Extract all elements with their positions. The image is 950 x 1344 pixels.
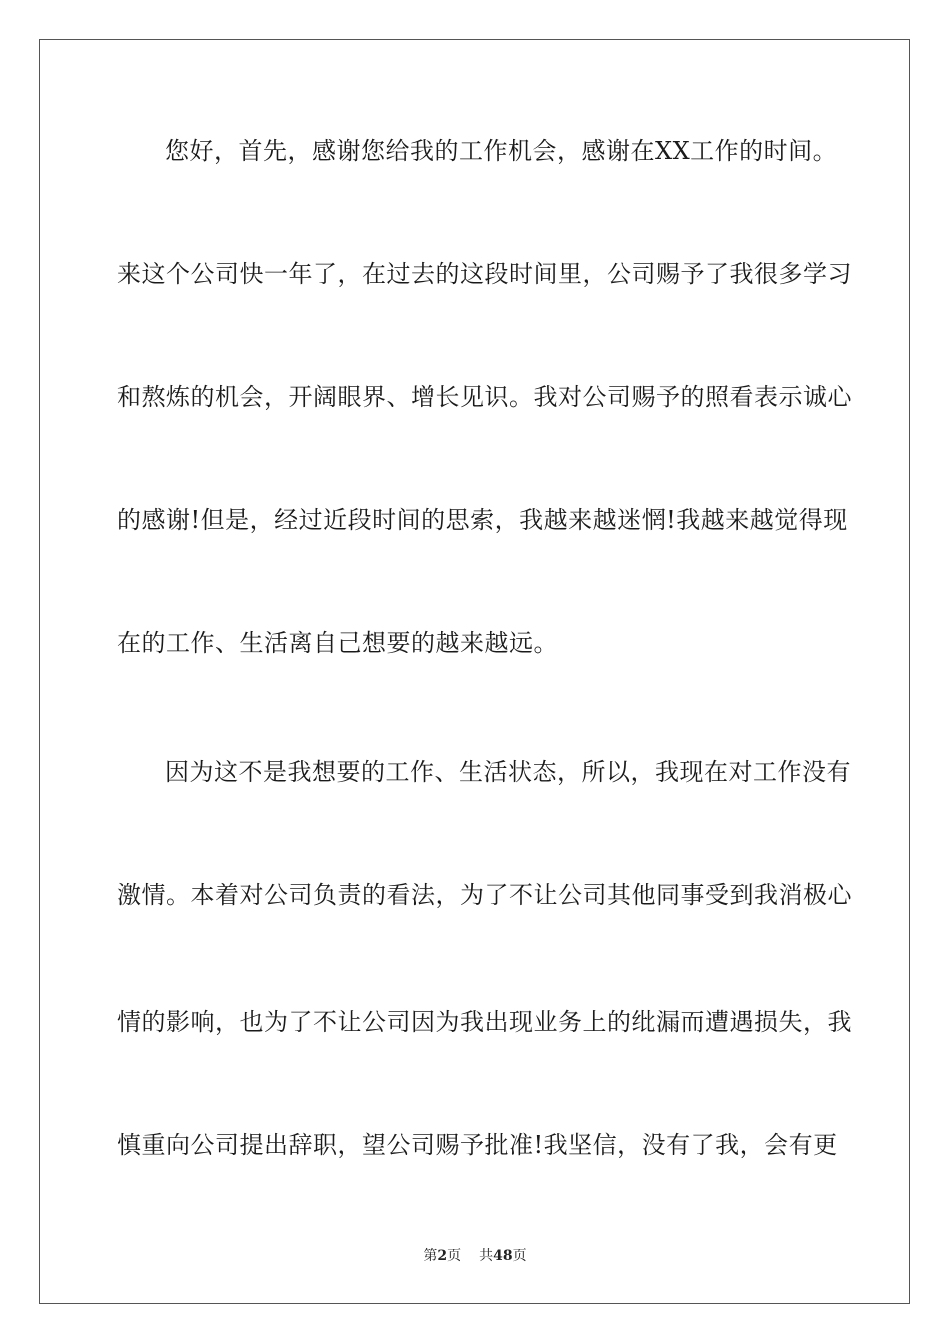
- total-suffix: 页: [512, 1248, 527, 1264]
- paragraph-1-line-5: 在的工作、生活离自己想要的越来越远。: [117, 629, 558, 657]
- page-number: 2: [437, 1248, 448, 1264]
- paragraph-1-line-3: 和熬炼的机会，开阔眼界、增长见识。我对公司赐予的照看表示诚心: [117, 383, 852, 411]
- paragraph-1-line-1: 您好，首先，感谢您给我的工作机会，感谢在XX工作的时间。: [165, 137, 838, 165]
- paragraph-2-line-2: 激情。本着对公司负责的看法，为了不让公司其他同事受到我消极心: [117, 881, 852, 909]
- page-footer: [0, 1247, 950, 1265]
- total-prefix: 共: [479, 1248, 494, 1264]
- paragraph-2-line-3: 情的影响，也为了不让公司因为我出现业务上的纰漏而遭遇损失，我: [117, 1008, 852, 1036]
- total-pages: 48: [493, 1248, 513, 1264]
- paragraph-2-line-4: 慎重向公司提出辞职，望公司赐予批准!我坚信，没有了我，会有更: [117, 1131, 838, 1159]
- page-border: [39, 39, 910, 1304]
- paragraph-1-line-2: 来这个公司快一年了，在过去的这段时间里，公司赐予了我很多学习: [117, 260, 852, 288]
- paragraph-2-line-1: 因为这不是我想要的工作、生活状态，所以，我现在对工作没有: [165, 758, 851, 786]
- page-prefix: 第: [423, 1248, 438, 1264]
- paragraph-1-line-4: 的感谢!但是，经过近段时间的思索，我越来越迷惘!我越来越觉得现: [117, 506, 848, 534]
- page-suffix: 页: [447, 1248, 462, 1264]
